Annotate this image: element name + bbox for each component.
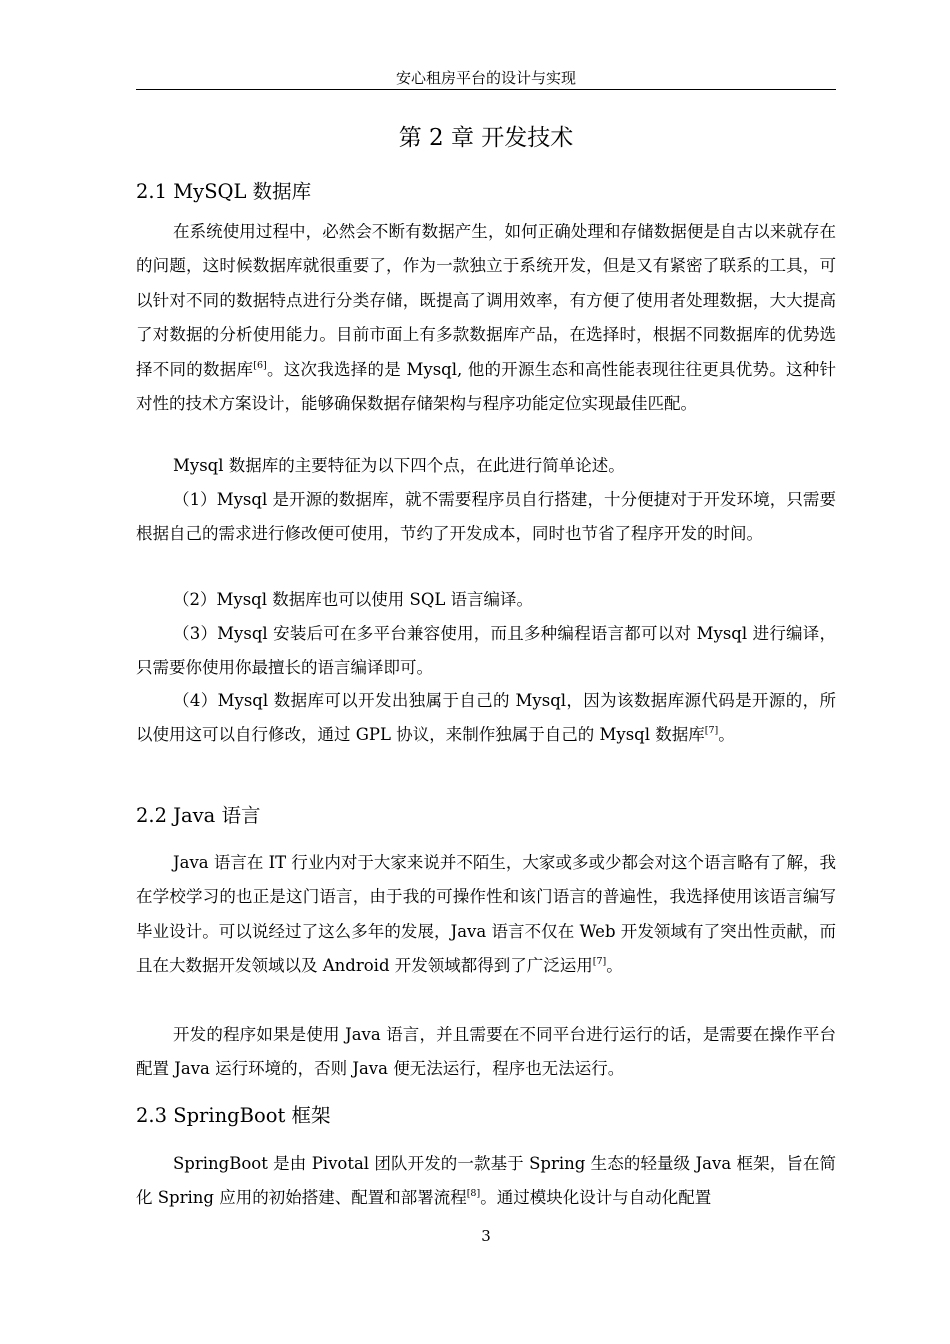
paragraph-text: （1）Mysql 是开源的数据库，就不需要程序员自行搭建，十分便捷对于开发环境，只需要根据自己的需求进行修改便可使用，节约了开发成本，同时也节省了程序开发的时间。 <box>136 490 836 544</box>
paragraph-text: （4）Mysql 数据库可以开发出独属于自己的 Mysql，因为该数据库源代码是开源的，所以使用这可以自行修改，通过 GPL 协议，来制作独属于自己的 Mysql 数据库 <box>136 691 836 745</box>
header-rule <box>136 89 836 90</box>
paragraph-text: （2）Mysql 数据库也可以使用 SQL 语言编译。 <box>173 590 534 609</box>
citation-ref: [8] <box>466 1188 481 1200</box>
running-header: 安心租房平台的设计与实现 <box>395 69 576 87</box>
section-heading: 2.1 MySQL 数据库 <box>136 180 312 203</box>
citation-ref: [7] <box>704 725 719 737</box>
citation-ref: [6] <box>253 359 267 371</box>
citation-ref: [7] <box>592 956 607 968</box>
paragraph-text: 。 <box>606 956 623 976</box>
paragraph-text: Mysql 数据库的主要特征为以下四个点，在此进行简单论述。 <box>173 456 625 475</box>
paragraph-text: 在系统使用过程中，必然会不断有数据产生，如何正确处理和存储数据便是自古以来就存在的问题，这时候数据库就很重要了，作为一款独立于系统开发，但是又有紧密了联系的工具，可以针对不同的数据特点进行分类存储，既提高了调用效率，有方便了使用者处理数据，大大提高了对数据的分析使用能力。目前市面上有多款数据库产品，在选择时，根据不同数据库的优势选择不同的数据库 <box>136 222 836 379</box>
paragraph-text: 。这次我选择的是 Mysql, 他的开源生态和高性能表现往往更具优势。这种针对性的技术方案设计，能够确保数据存储架构与程序功能定位实现最佳匹配。 <box>136 359 837 414</box>
paragraph <box>136 449 836 483</box>
page-number: 3 <box>481 1227 491 1245</box>
paragraph-text: 。 <box>718 725 735 745</box>
paragraph-text: 开发的程序如果是使用 Java 语言，并且需要在不同平台进行运行的话，是需要在操作平台配置 Java 运行环境的，否则 Java 便无法运行，程序也无法运行。 <box>136 1025 836 1079</box>
paragraph <box>136 846 836 984</box>
paragraph-text: SpringBoot 是由 Pivotal 团队开发的一款基于 Spring 生态的轻量级 Java 框架，旨在简化 Spring 应用的初始搭建、配置和部署流程 <box>136 1154 836 1208</box>
list-paragraph <box>136 684 836 753</box>
paragraph-text: Java 语言在 IT 行业内对于大家来说并不陌生，大家或多或少都会对这个语言略有了解，我在学校学习的也正是这门语言，由于我的可操作性和该门语言的普遍性，我选择使用该语言编写毕业设计。可以说经过了这么多年的发展，Java 语言不仅在 Web 开发领域有了突出性贡献，而且在大数据开发领域以及 Android 开发领域都得到了广泛运用 <box>136 853 836 976</box>
paragraph <box>136 1018 836 1087</box>
list-paragraph <box>136 483 836 552</box>
paragraph <box>136 215 836 421</box>
section-heading: 2.2 Java 语言 <box>136 804 261 827</box>
chapter-title: 第 2 章 开发技术 <box>398 125 574 151</box>
paragraph-text: 。通过模块化设计与自动化配置 <box>480 1188 712 1208</box>
paragraph <box>136 1147 836 1216</box>
paragraph-text: （3）Mysql 安装后可在多平台兼容使用，而且多种编程语言都可以对 Mysql 进行编译，只需要你使用你最擅长的语言编译即可。 <box>136 624 836 678</box>
list-paragraph <box>136 617 836 686</box>
list-paragraph <box>136 583 836 617</box>
section-heading: 2.3 SpringBoot 框架 <box>136 1104 331 1127</box>
